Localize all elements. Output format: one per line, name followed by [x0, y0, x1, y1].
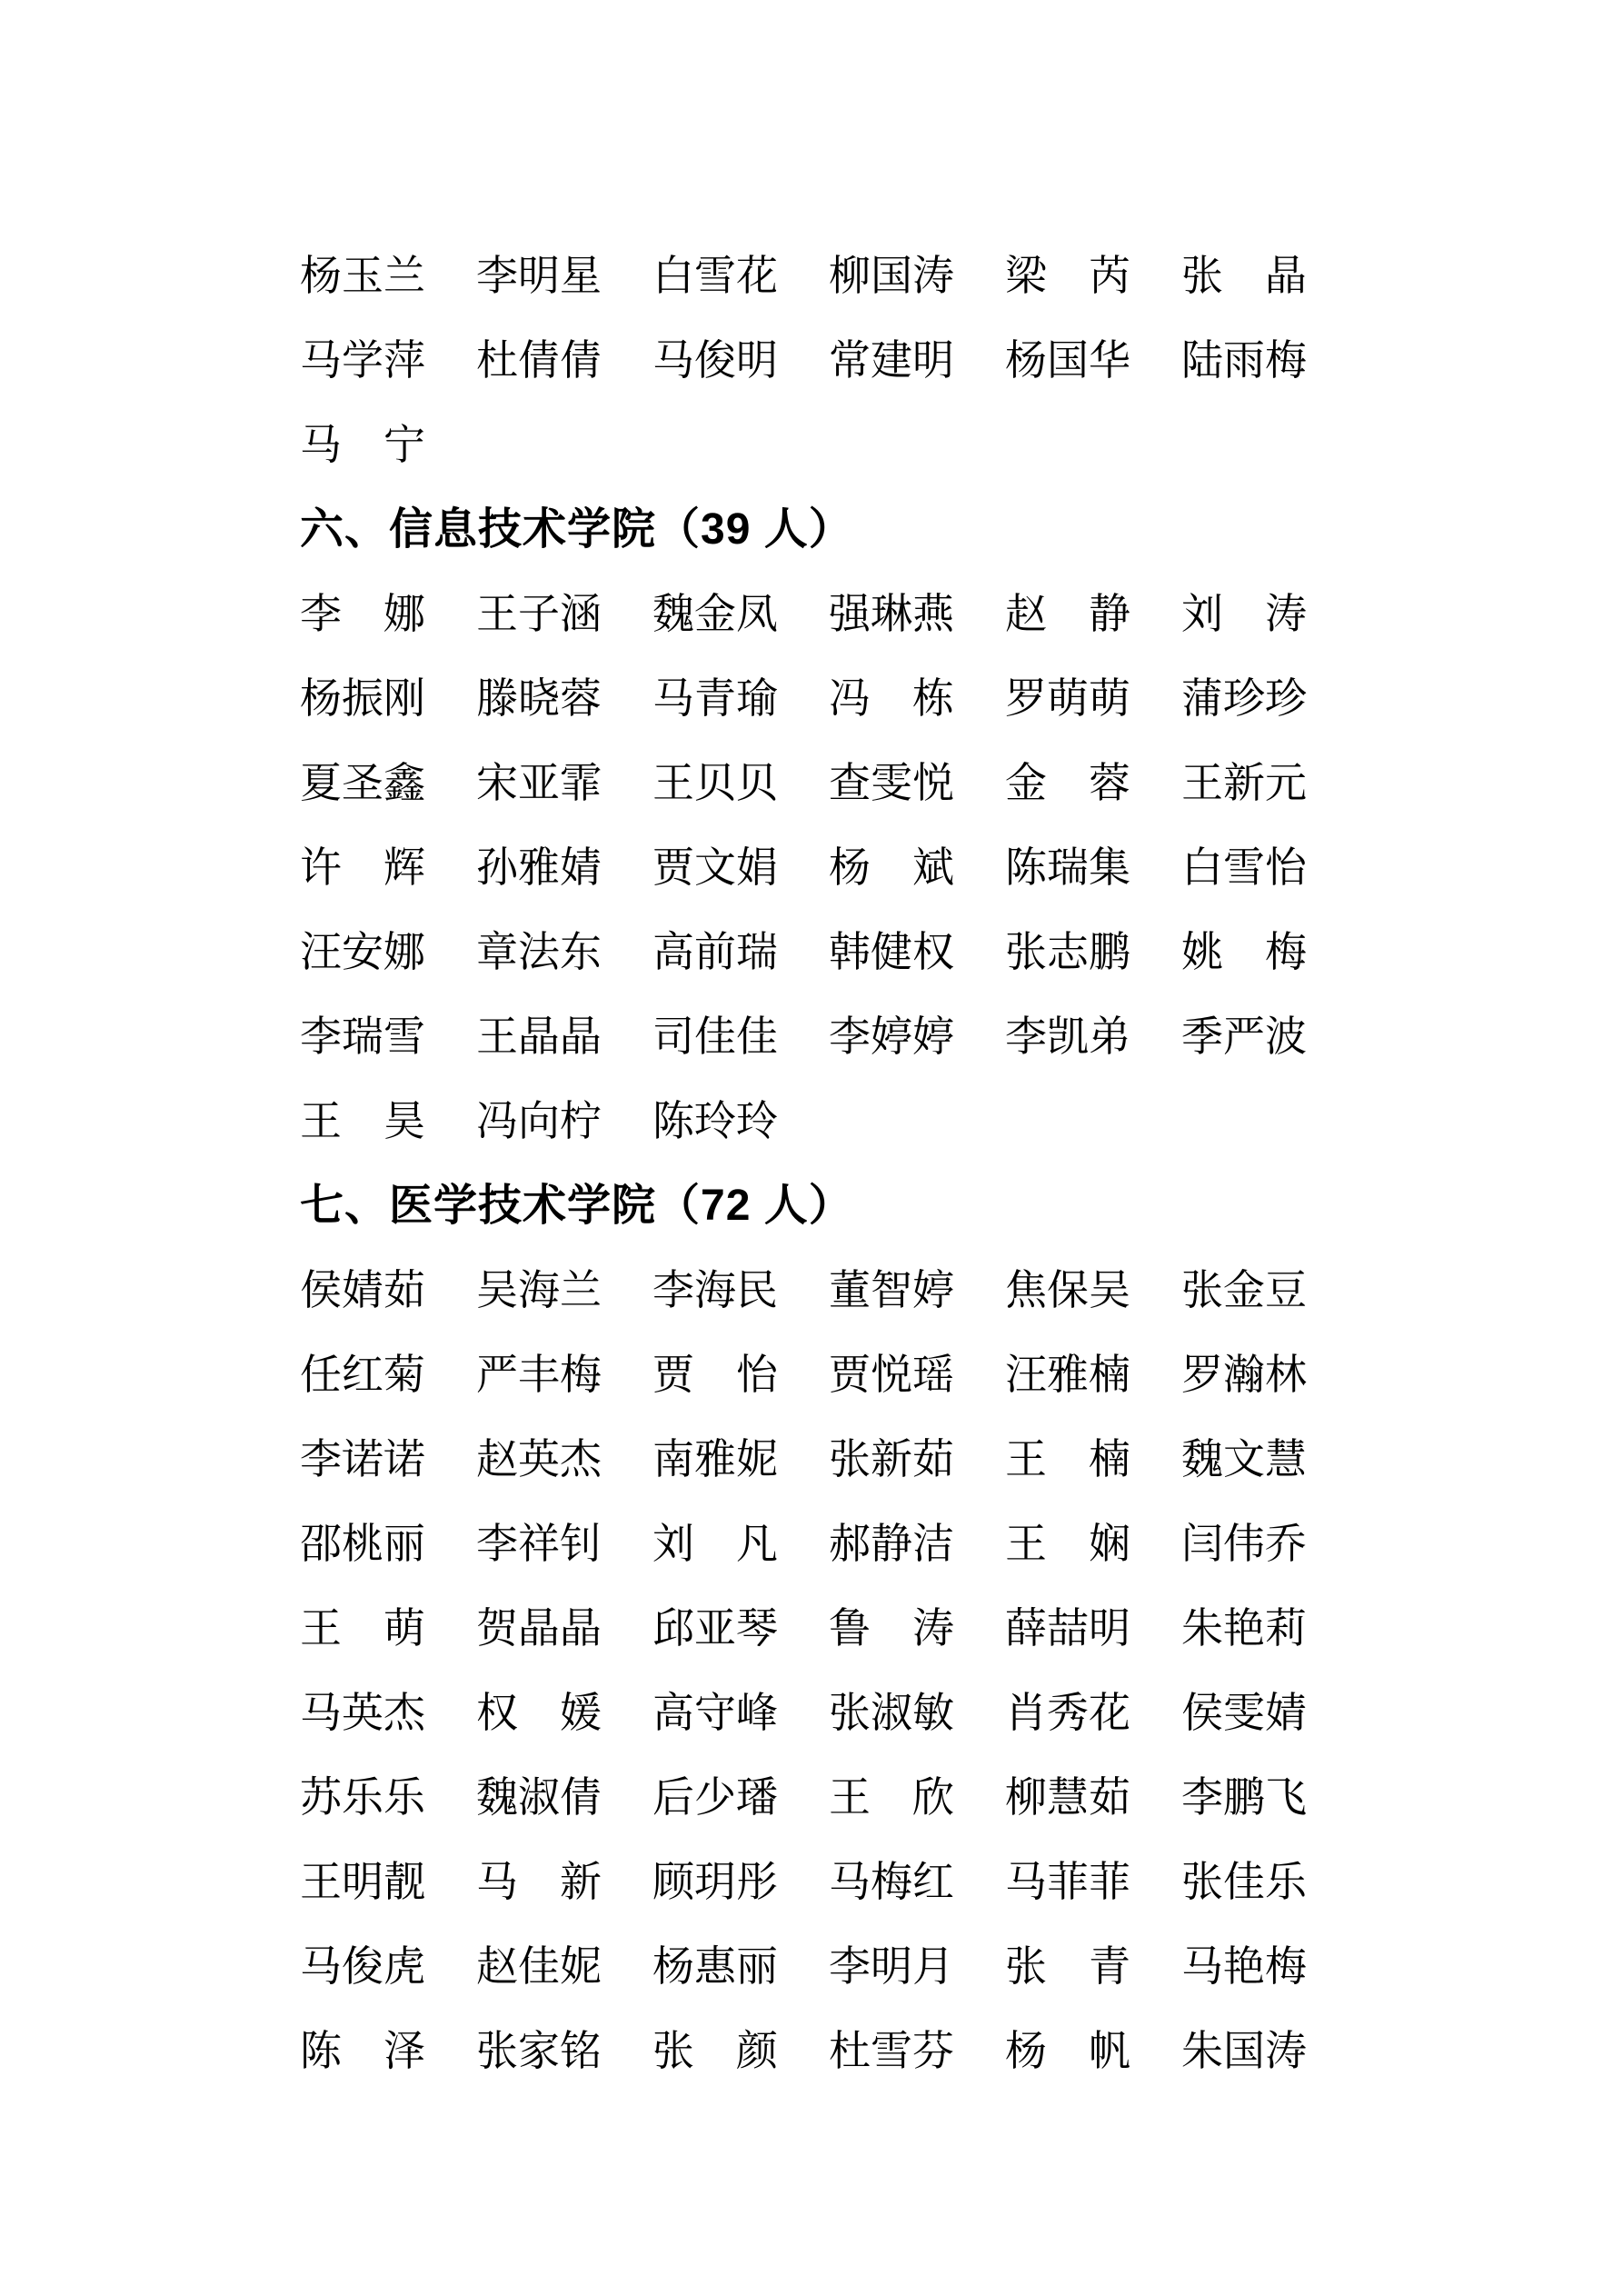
person-name: 张志鹏: [1005, 929, 1130, 975]
person-name: 陆雨梅: [1181, 337, 1307, 384]
person-name: 柳慧茹: [1005, 1774, 1130, 1821]
person-name: 杜雪芬: [829, 2028, 954, 2074]
person-name: 王 昊: [300, 1098, 425, 1144]
person-name: 孙雅婧: [476, 844, 602, 891]
person-name: 张淑敏: [829, 1690, 954, 1736]
person-name: 焦保吴: [1005, 1267, 1130, 1313]
section-header: 七、医学技术学院（72 人）: [300, 1182, 853, 1230]
person-name: 侯雯婧: [1181, 1690, 1307, 1736]
person-name: 常建明: [829, 337, 954, 384]
person-name: 马青瑜: [652, 675, 778, 722]
person-name: 杨 斌: [829, 844, 954, 891]
person-name: 闫伟乔: [1181, 1521, 1307, 1567]
person-name: 马英杰: [300, 1690, 425, 1736]
person-name: 赵 静: [1005, 591, 1130, 637]
person-name: 高守峰: [652, 1690, 778, 1736]
person-name: 苏乐乐: [300, 1774, 425, 1821]
person-name: 董智婷: [829, 1267, 954, 1313]
names-row: [300, 1248, 1363, 1333]
names-row: [300, 1079, 1363, 1163]
person-name: 魏金凤: [652, 591, 778, 637]
person-name: 夏圣鑫: [300, 760, 425, 806]
person-name: 邱亚琴: [652, 1605, 778, 1652]
names-row: [300, 1671, 1363, 1755]
person-name: 贾文娟: [652, 844, 778, 891]
person-name: 邵桃丽: [300, 1521, 425, 1567]
person-name: 李 娜: [300, 591, 425, 637]
person-name: 马梅红: [829, 1859, 954, 1905]
person-name: 韩健权: [829, 929, 954, 975]
person-name: 王 萌: [300, 1605, 425, 1652]
person-name: 许 辉: [300, 844, 425, 891]
person-name: 王 娴: [1005, 1521, 1130, 1567]
person-name: 马俊明: [652, 337, 778, 384]
person-name: 贺晶晶: [476, 1605, 602, 1652]
person-name: 张家铭: [476, 2028, 602, 2074]
person-name: 白雪怡: [1181, 844, 1307, 891]
person-name: 陈玲玲: [652, 1098, 778, 1144]
person-name: 张佳乐: [1181, 1859, 1307, 1905]
person-name: 刘 涛: [1181, 591, 1307, 637]
person-name: 李婷婷: [829, 1013, 954, 1060]
document-body: [300, 234, 1363, 2093]
names-row: [300, 318, 1363, 403]
person-name: 陈 泽: [300, 2028, 425, 2074]
person-name: 王 楠: [1005, 1436, 1130, 1482]
person-name: 姚 梅: [1181, 929, 1307, 975]
person-name: 杨 帆: [1005, 2028, 1130, 2074]
person-name: 马艳梅: [1181, 1943, 1307, 1990]
person-name: 肖秀花: [1005, 1690, 1130, 1736]
person-name: 魏文慧: [1181, 1436, 1307, 1482]
person-name: 魏淑倩: [476, 1774, 602, 1821]
person-name: 高前瑞: [652, 929, 778, 975]
person-name: 王明靓: [300, 1859, 425, 1905]
person-name: 马 新: [476, 1859, 602, 1905]
person-name: 顾玥彤: [652, 1859, 778, 1905]
person-name: 严丰梅: [476, 1352, 602, 1398]
names-row: [300, 741, 1363, 825]
person-name: 李瑞雪: [300, 1013, 425, 1060]
person-name: 冯向柠: [476, 1098, 602, 1144]
person-name: 郝静洁: [829, 1521, 954, 1567]
person-name: 张新茹: [829, 1436, 954, 1482]
person-name: 侯婧茹: [300, 1267, 425, 1313]
person-name: 王贝贝: [652, 760, 778, 806]
names-row: [300, 2009, 1363, 2093]
person-name: 宋亚霏: [476, 760, 602, 806]
names-row: [300, 1502, 1363, 1586]
person-name: 鲁 涛: [829, 1605, 954, 1652]
names-row: [300, 1924, 1363, 2009]
person-name: 白雪花: [652, 253, 778, 299]
person-name: 王新元: [1181, 760, 1307, 806]
person-name: 李诺诺: [300, 1436, 425, 1482]
person-name: 任红菊: [300, 1352, 425, 1398]
person-name: 马菲菲: [1005, 1859, 1130, 1905]
person-name: 冯 栋: [829, 675, 954, 722]
names-row: [300, 825, 1363, 910]
person-name: 查雯悦: [829, 760, 954, 806]
names-row: [300, 910, 1363, 994]
person-name: 杨振刚: [300, 675, 425, 722]
person-name: 季严波: [1181, 1013, 1307, 1060]
person-name: 李海民: [652, 1267, 778, 1313]
names-row: [300, 403, 1363, 487]
person-name: 章法东: [476, 929, 602, 975]
person-name: 朱艳莉: [1181, 1605, 1307, 1652]
person-name: 赵英杰: [476, 1436, 602, 1482]
person-name: 张 晶: [1181, 253, 1307, 299]
names-row: [300, 1755, 1363, 1840]
person-name: 李明月: [829, 1943, 954, 1990]
names-row: [300, 656, 1363, 741]
person-name: 梁 芮: [1005, 253, 1130, 299]
person-name: 马俊虎: [300, 1943, 425, 1990]
person-name: 杨玉兰: [300, 253, 425, 299]
person-name: 陈瑞集: [1005, 844, 1130, 891]
person-name: 滕晓蓉: [476, 675, 602, 722]
person-name: 马学萍: [300, 337, 425, 384]
names-row: [300, 1333, 1363, 1417]
person-name: 薛喆明: [1005, 1605, 1130, 1652]
names-row: [300, 572, 1363, 656]
person-name: 金 蓉: [1005, 760, 1130, 806]
person-name: 朱国涛: [1181, 2028, 1307, 2074]
person-name: 强琳燕: [829, 591, 954, 637]
person-name: 李凯弟: [1005, 1013, 1130, 1060]
person-name: 汪安娜: [300, 929, 425, 975]
person-name: 李祥钊: [476, 1521, 602, 1567]
person-name: 王晶晶: [476, 1013, 602, 1060]
person-name: 贾 怡: [652, 1352, 778, 1398]
person-name: 汪雅楠: [1005, 1352, 1130, 1398]
person-name: 王 欣: [829, 1774, 954, 1821]
person-name: 张 颜: [652, 2028, 778, 2074]
person-name: 刘 凡: [652, 1521, 778, 1567]
names-row: [300, 1840, 1363, 1924]
person-name: 吴海兰: [476, 1267, 602, 1313]
person-name: 蒲珍珍: [1181, 675, 1307, 722]
names-row: [300, 1417, 1363, 1502]
person-name: 李明星: [476, 253, 602, 299]
person-name: 权 媛: [476, 1690, 602, 1736]
person-name: 杜倩倩: [476, 337, 602, 384]
person-name: 李鹏飞: [1181, 1774, 1307, 1821]
names-row: [300, 994, 1363, 1079]
person-name: 马 宁: [300, 422, 425, 468]
person-name: 罗萌萌: [1005, 675, 1130, 722]
person-name: 罗瀚林: [1181, 1352, 1307, 1398]
person-name: 张 青: [1005, 1943, 1130, 1990]
person-name: 后少璠: [652, 1774, 778, 1821]
person-name: 张金豆: [1181, 1267, 1307, 1313]
names-row: [300, 234, 1363, 318]
person-name: 司佳佳: [652, 1013, 778, 1060]
person-name: 赵佳妮: [476, 1943, 602, 1990]
names-row: [300, 1586, 1363, 1671]
person-name: 贾悦瑶: [829, 1352, 954, 1398]
person-name: 杨惠丽: [652, 1943, 778, 1990]
section-header: 六、信息技术学院（39 人）: [300, 505, 853, 554]
person-name: 王子涵: [476, 591, 602, 637]
person-name: 杨国华: [1005, 337, 1130, 384]
person-name: 南雅妮: [652, 1436, 778, 1482]
person-name: 柳国涛: [829, 253, 954, 299]
